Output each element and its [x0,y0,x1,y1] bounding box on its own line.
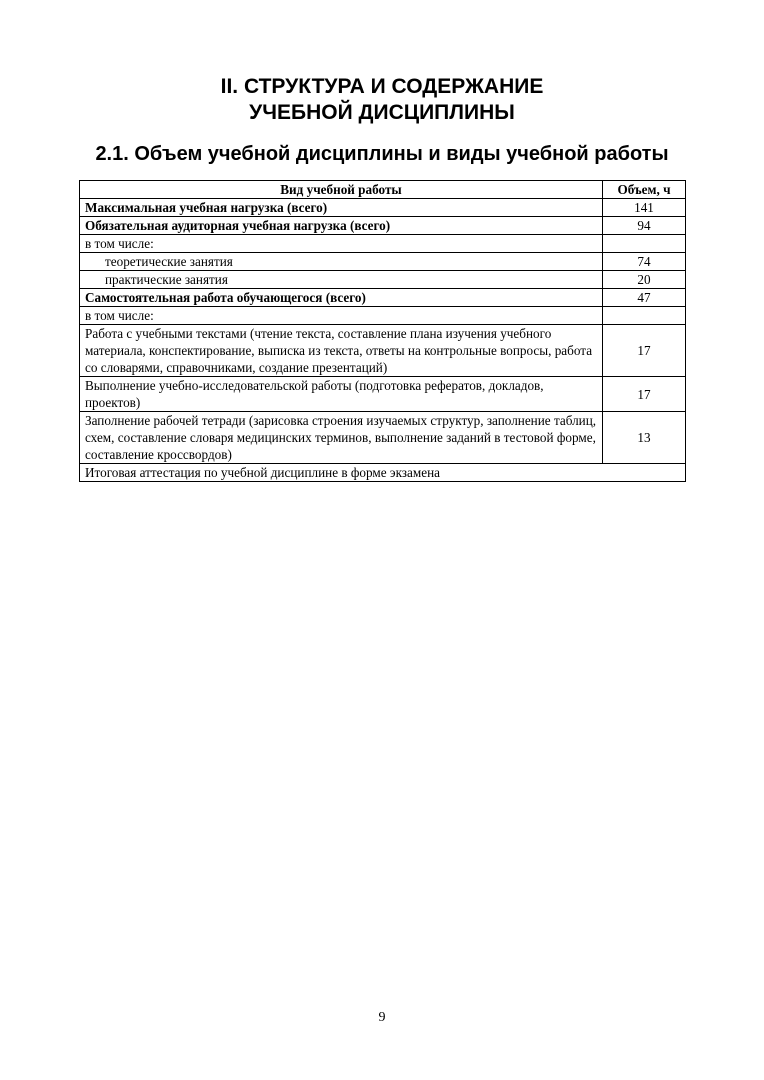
row-value: 17 [603,325,686,377]
table-row [80,217,686,235]
row-value: 20 [603,271,686,289]
workload-table [79,180,686,482]
row-label: теоретические занятия [80,253,603,271]
row-label: Обязательная аудиторная учебная нагрузка (всего) [80,217,603,235]
row-label: Выполнение учебно-исследовательской работы (подготовка рефератов, докладов, проектов) [80,377,603,412]
table-row [80,325,686,377]
table-row [80,253,686,271]
row-value: 94 [603,217,686,235]
header-work-type: Вид учебной работы [80,181,603,199]
row-value [603,235,686,253]
table-header-row [80,181,686,199]
table-row [80,307,686,325]
row-label: в том числе: [80,235,603,253]
table-footer-row [80,464,686,482]
final-assessment: Итоговая аттестация по учебной дисциплине в форме экзамена [80,464,686,482]
row-value: 74 [603,253,686,271]
table-row [80,289,686,307]
table-row [80,377,686,412]
table-row [80,235,686,253]
page-number: 9 [378,1010,386,1025]
row-label: Работа с учебными текстами (чтение текста, составление плана изучения учебного материала, конспектирование, выписка из текста, ответы на контрольные вопросы, работа со словарями, справочниками, создание презентаций) [80,325,603,377]
row-value [603,307,686,325]
row-label: Самостоятельная работа обучающегося (всего) [80,289,603,307]
row-value: 141 [603,199,686,217]
row-label: практические занятия [80,271,603,289]
row-label: Максимальная учебная нагрузка (всего) [80,199,603,217]
chapter-heading-line-1: II. СТРУКТУРА И СОДЕРЖАНИЕ [220,75,544,98]
row-value: 17 [603,377,686,412]
chapter-heading-line-2: УЧЕБНОЙ ДИСЦИПЛИНЫ [249,101,515,124]
row-label: Заполнение рабочей тетради (зарисовка строения изучаемых структур, заполнение таблиц, схем, составление словаря медицинских терминов, выполнение заданий в тестовой форме, составление кроссвордов) [80,412,603,464]
section-title: 2.1. Объем учебной дисциплины и виды учебной работы [95,143,669,165]
row-value: 13 [603,412,686,464]
header-volume: Объем, ч [603,181,686,199]
row-label: в том числе: [80,307,603,325]
table-row [80,412,686,464]
table-row [80,271,686,289]
chapter-heading [0,74,764,126]
table-row [80,199,686,217]
row-value: 47 [603,289,686,307]
